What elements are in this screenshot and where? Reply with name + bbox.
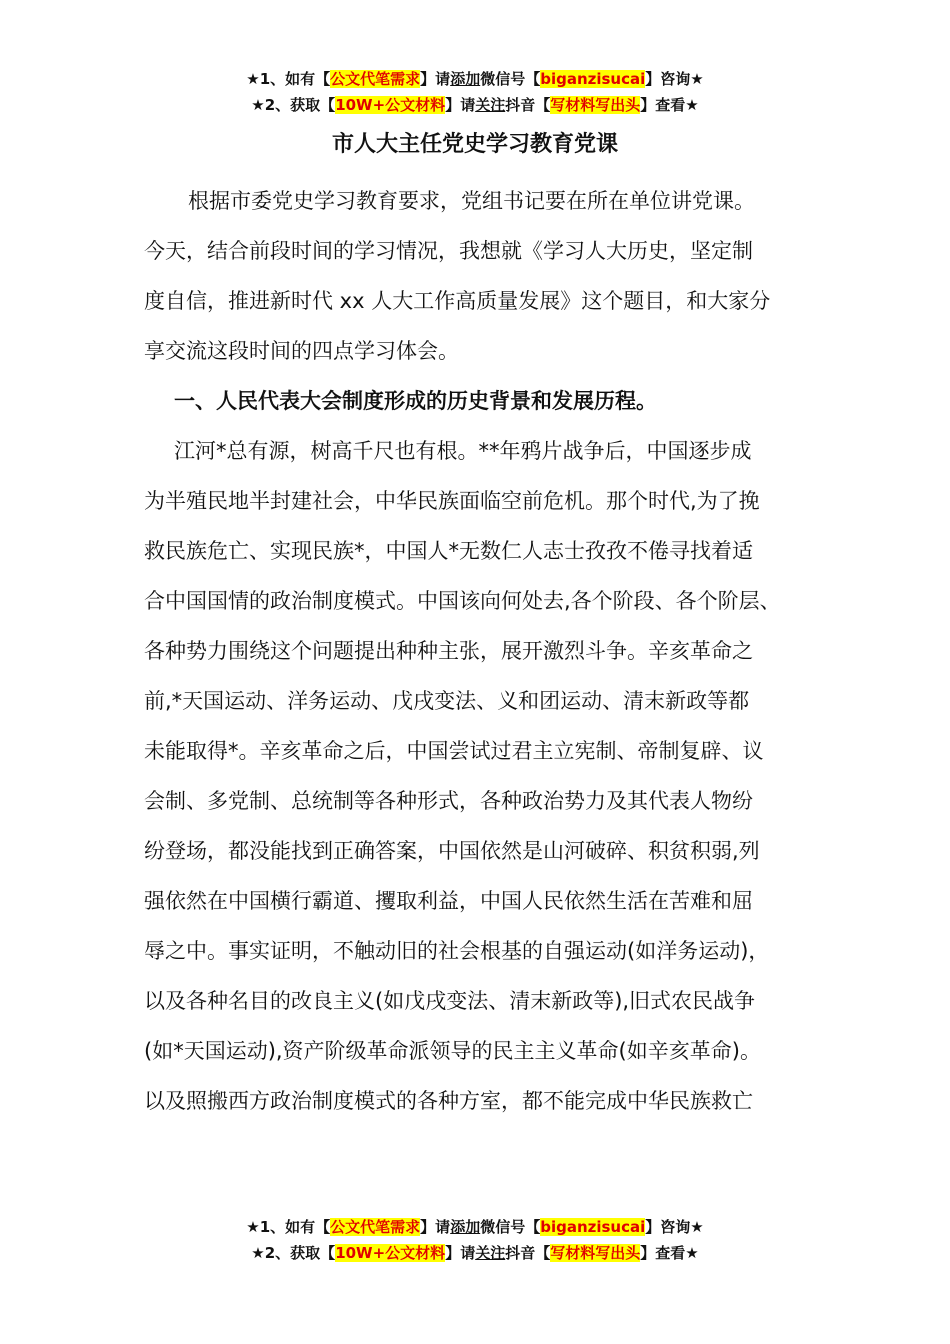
paragraph-line: 度自信，推进新时代 xx 人大工作高质量发展》这个题目，和大家分 (144, 289, 771, 313)
intro-paragraph (144, 176, 816, 376)
promo-douyin-id: 写材料写出头 (550, 1244, 641, 1262)
paragraph-line: 为半殖民地半封建社会，中华民族面临空前危机。那个时代,为了挽 (144, 489, 760, 513)
promo-text: 】咨询★ (645, 70, 704, 88)
paragraph-line: 强依然在中国横行霸道、攫取利益，中国人民依然生活在苦难和屈 (144, 889, 753, 913)
promo-wechat-id: biganzisucai (540, 70, 646, 88)
promo-line-2 (0, 1240, 950, 1266)
promo-highlight: 10W+公文材料 (335, 1244, 446, 1262)
promo-text: 微信号【 (480, 70, 541, 88)
paragraph-line: (如*天国运动),资产阶级革命派领导的民主主义革命(如辛亥革命)。 (144, 1039, 761, 1063)
paragraph-line: 享交流这段时间的四点学习体会。 (144, 339, 459, 363)
promo-underline: 添加 (450, 70, 481, 88)
paragraph-line: 未能取得*。辛亥革命之后，中国尝试过君主立宪制、帝制复辟、议 (144, 739, 764, 763)
promo-underline: 添加 (450, 1218, 481, 1236)
promo-footer (0, 1214, 950, 1266)
promo-text: ★2、获取【 (251, 96, 336, 114)
promo-text: 微信号【 (480, 1218, 541, 1236)
promo-line-2 (0, 92, 950, 118)
promo-text: 】请 (445, 1244, 476, 1262)
promo-line-1 (0, 66, 950, 92)
promo-douyin-id: 写材料写出头 (550, 96, 641, 114)
document-title: 市人大主任党史学习教育党课 (331, 132, 618, 157)
paragraph-line: 江河*总有源，树高千尺也有根。**年鸦片战争后，中国逐步成 (174, 439, 752, 463)
promo-text: 】查看★ (640, 96, 699, 114)
promo-underline: 关注 (475, 1244, 506, 1262)
promo-text: ★1、如有【 (246, 70, 331, 88)
promo-text: 】咨询★ (645, 1218, 704, 1236)
paragraph-line: 纷登场，都没能找到正确答案，中国依然是山河破碎、积贫积弱,列 (144, 839, 760, 863)
paragraph-line: 各种势力围绕这个问题提出种种主张，展开激烈斗争。辛亥革命之 (144, 639, 753, 663)
promo-text: 】查看★ (640, 1244, 699, 1262)
promo-text: 】请 (420, 1218, 451, 1236)
paragraph-line: 救民族危亡、实现民族*，中国人*无数仁人志士孜孜不倦寻找着适 (144, 539, 753, 563)
paragraph-line: 合中国国情的政治制度模式。中国该向何处去,各个阶段、各个阶层、 (144, 589, 781, 613)
promo-wechat-id: biganzisucai (540, 1218, 646, 1236)
paragraph-line: 以及照搬西方政治制度模式的各种方室，都不能完成中华民族救亡 (144, 1089, 753, 1113)
paragraph-line: 以及各种名目的改良主义(如戊戌变法、清末新政等),旧式农民战争 (144, 989, 756, 1013)
paragraph-line: 根据市委党史学习教育要求，党组书记要在所在单位讲党课。 (188, 189, 755, 213)
paragraph-line: 辱之中。事实证明，不触动旧的社会根基的自强运动(如洋务运动)， (144, 939, 770, 963)
promo-text: 】请 (420, 70, 451, 88)
section-heading: 一、人民代表大会制度形成的历史背景和发展历程。 (174, 389, 657, 413)
promo-highlight: 公文代笔需求 (330, 70, 421, 88)
promo-text: ★1、如有【 (246, 1218, 331, 1236)
promo-text: 】请 (445, 96, 476, 114)
promo-line-1 (0, 1214, 950, 1240)
paragraph-line: 会制、多党制、总统制等各种形式，各种政治势力及其代表人物纷 (144, 789, 753, 813)
paragraph-line: 今天，结合前段时间的学习情况，我想就《学习人大历史，坚定制 (144, 239, 753, 263)
promo-text: 抖音【 (505, 96, 551, 114)
promo-text: ★2、获取【 (251, 1244, 336, 1262)
promo-underline: 关注 (475, 96, 506, 114)
promo-text: 抖音【 (505, 1244, 551, 1262)
promo-highlight: 公文代笔需求 (330, 1218, 421, 1236)
promo-header (0, 66, 950, 118)
paragraph-line: 前,*天国运动、洋务运动、戊戌变法、义和团运动、清末新政等都 (144, 689, 750, 713)
section-paragraph (144, 426, 816, 1126)
promo-highlight: 10W+公文材料 (335, 96, 446, 114)
document-body (144, 176, 816, 1126)
